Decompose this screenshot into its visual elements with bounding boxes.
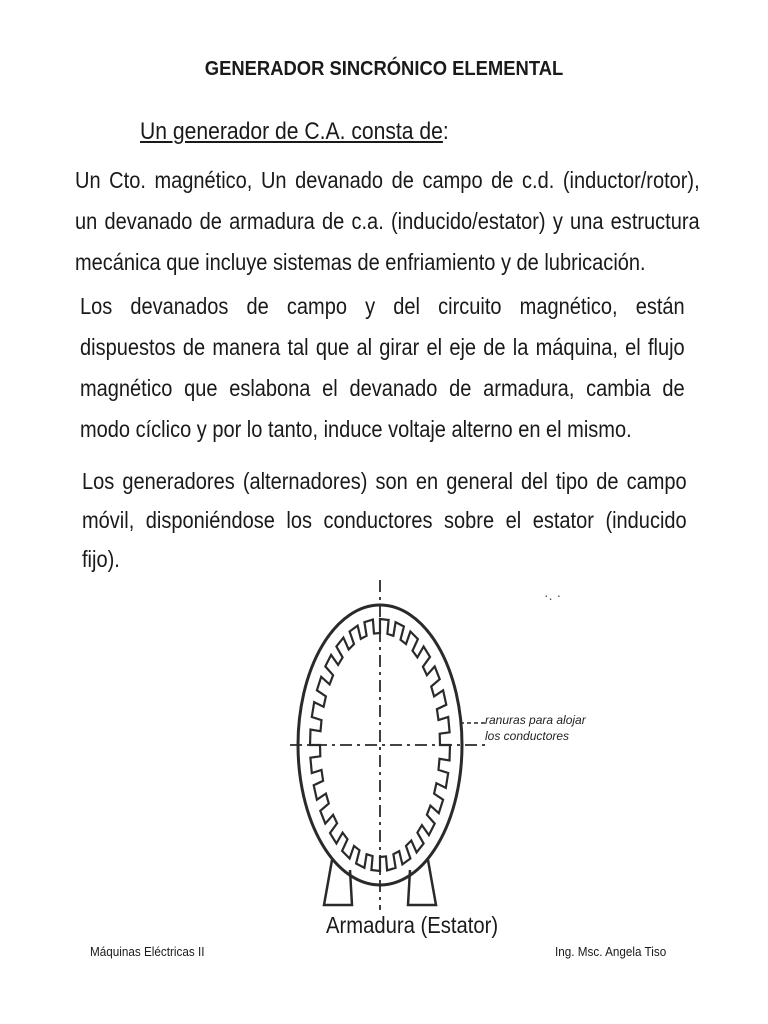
footer-course: Máquinas Eléctricas II <box>90 944 205 959</box>
figure-caption: Armadura (Estator) <box>326 912 499 938</box>
paragraph-3: Los generadores (alternadores) son en general del tipo de campo móvil, disponiéndose los conductores sobre el estator (inducido fijo). <box>82 468 687 572</box>
page-title: GENERADOR SINCRÓNICO ELEMENTAL <box>204 58 564 80</box>
intro-heading <box>140 118 449 146</box>
scan-speckle: ·. · <box>544 587 562 603</box>
annotation-line-1: ranuras para alojar <box>485 713 586 727</box>
stator-diagram <box>280 575 620 915</box>
intro-underlined: Un generador de C.A. consta de <box>140 118 443 145</box>
footer-author: Ing. Msc. Angela Tiso <box>555 944 667 959</box>
paragraph-1: Un Cto. magnético, Un devanado de campo de c.d. (inductor/rotor), un devanado de armadura de c.a. (inducido/estator) y una estructura mecánica que incluye sistemas de enfriamiento y de lubricación. <box>75 167 700 275</box>
intro-suffix: : <box>442 118 449 145</box>
annotation-line-2: los conductores <box>485 729 570 743</box>
paragraph-2: Los devanados de campo y del circuito magnético, están dispuestos de manera tal que al girar el eje de la máquina, el flujo magnético que eslabona el devanado de armadura, cambia de modo cíclico y por lo tanto, induce voltaje alterno en el mismo. <box>80 293 685 442</box>
